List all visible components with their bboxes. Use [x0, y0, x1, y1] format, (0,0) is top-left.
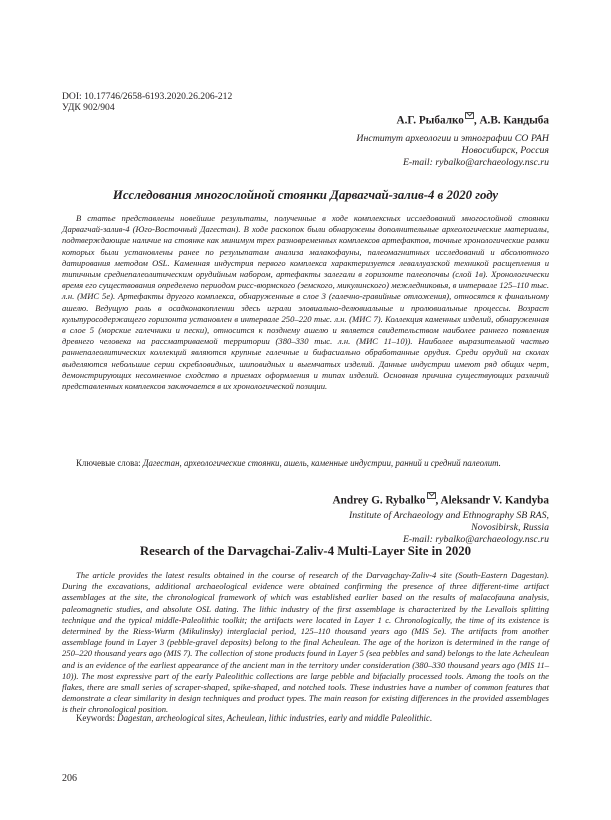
en-affiliation-city: Novosibirsk, Russia: [471, 522, 549, 534]
en-keywords: [62, 713, 549, 724]
ru-keywords-label: Ключевые слова:: [76, 458, 141, 468]
en-authors: [62, 492, 549, 507]
ru-affiliation: [62, 133, 549, 170]
ru-keywords-text: Дагестан, археологические стоянки, ашель, каменные индустрии, ранний и средний палеолит.: [140, 458, 501, 468]
en-title: Research of the Darvagchai-Zaliv-4 Multi-Layer Site in 2020: [139, 544, 472, 558]
article-meta: [62, 91, 232, 114]
udk: УДК 902/904: [62, 102, 115, 114]
en-abstract: The article provides the latest results obtained in the course of research of the Darvagchay-Zaliv-4 site (South-Eastern Dagestan). During the excavations, additional archaeological evidence were obtained confirming the presence of three different-time artifact assemblages at the site, the chronological framework of which was established earlier based on the results of malacofauna analysis, paleomagnetic studies, and absolute OSL dating. The lithic industry of the first assemblage is characterized by the Levallois splitting technique and the typical middle-Paleolithic toolkit; the artifacts were located in Layer 1 c. Chronologically, the time of its existence is determined by the Riess-Wurm (Mikulinsky) interglacial period, 125–110 thousand years ago (MIS 5e). The artifacts from another assemblage found in Layer 3 (pebble-gravel deposits) belong to the final Acheulean. The age of the horizon is determined in the range of 250–220 thousand years ago (MIS 7). The collection of stone products found in Layer 5 (sea pebbles and sand) belongs to the late Acheulean and is an evidence of the earliest appearance of the ancient man in the territory under consideration (380–330 thousand years ago (MIS 11–10)). The most expressive part of the early Paleolithic collections are large pebble and bifacially processed tools. Among the tools on the flakes, there are small series of scraper-shaped, spike-shaped, and notched tools. These industries have a number of common features that demonstrate a clear similarity in design techniques and product types. The main reason for existing differences in the provided assemblages is their chronological position.: [62, 570, 549, 715]
en-affiliation-institute: Institute of Archaeology and Ethnography SB RAS,: [349, 510, 549, 521]
ru-author-1: А.Г. Рыбалко: [396, 114, 464, 127]
envelope-icon: [427, 492, 436, 499]
ru-abstract: В статье представлены новейшие результаты, полученные в ходе комплексных исследований многослойной стоянки Дарвагчай-залив-4 (Юго-Восточный Дагестан). В ходе раскопок были обнаружены дополнительные археологические материалы, подтверждающие наличие на стоянке как минимум трех разновременных комплексов артефактов, точные хронологические рамки которых были установлены ранее по результатам анализа малакофауны, палеомагнитных исследований и абсолютного датирования методом OSL. Каменная индустрия первого комплекса характеризуется леваллуазской техникой расщепления и типичным среднепалеолитическим орудийным набором, артефакты залегали в горизонте палеопочвы (слой 1в). Хронологически время его существования определено периодом рисс-вюрмского (эемского, микулинского) межледниковья, в интервале 125–110 тыс. л.н. (МИС 5е). Артефакты другого комплекса, обнаруженные в слое 3 (галечно-гравийные отложения), относятся к финальному ашелю. Ведущую роль в осадконакоплении здесь играли эловиально-делювиальные и пролювиальные процессы. Возраст культуросодержащего горизонта установлен в интервале 250–220 тыс. л.н. (МИС 7). Коллекция каменных изделий, обнаруженная в слое 5 (морские галечники и пески), относится к позднему ашелю и является свидетельством наиболее раннего появления древнего человека на рассматриваемой территории (380–330 тыс. л.н. (МИС 11–10)). Наиболее выразительной частью раннепалеолитических коллекций являются крупные галечные и бифасиально обработанные орудия. Среди орудий на сколах выделяются небольшие серии скребловидных, шиповидных и выемчатых изделий. Данные индустрии имеют ряд общих черт, демонстрирующих несомненное сходство в приемах оформления и типах изделий. Основная причина существующих различий представленных комплексов заключается в их хронологической позиции.: [62, 213, 549, 392]
envelope-icon: [465, 112, 474, 119]
doi: DOI: 10.17746/2658-6193.2020.26.206-212: [62, 91, 233, 102]
en-author-1: Andrey G. Rybalko: [332, 494, 426, 507]
ru-affiliation-city: Новосибирск, Россия: [461, 145, 549, 157]
ru-affiliation-institute: Институт археологии и этнографии СО РАН: [356, 133, 549, 144]
ru-title: Исследования многослойной стоянки Дарвагчай-залив-4 в 2020 году: [112, 188, 499, 202]
en-keywords-label: Keywords:: [76, 713, 115, 723]
ru-affiliation-email: E-mail: rybalko@archaeology.nsc.ru: [402, 157, 549, 169]
ru-author-2: , А.В. Кандыба: [473, 114, 549, 127]
en-affiliation: [62, 510, 549, 547]
page-number: 206: [62, 773, 77, 784]
en-keywords-text: Dagestan, archeological sites, Acheulean, lithic industries, early and middle Paleolithic.: [114, 713, 433, 723]
en-affiliation-email: E-mail: rybalko@archaeology.nsc.ru: [402, 534, 549, 546]
ru-authors: [62, 112, 549, 127]
en-author-2: , Aleksandr V. Kandyba: [435, 494, 549, 507]
ru-keywords: [62, 458, 549, 469]
